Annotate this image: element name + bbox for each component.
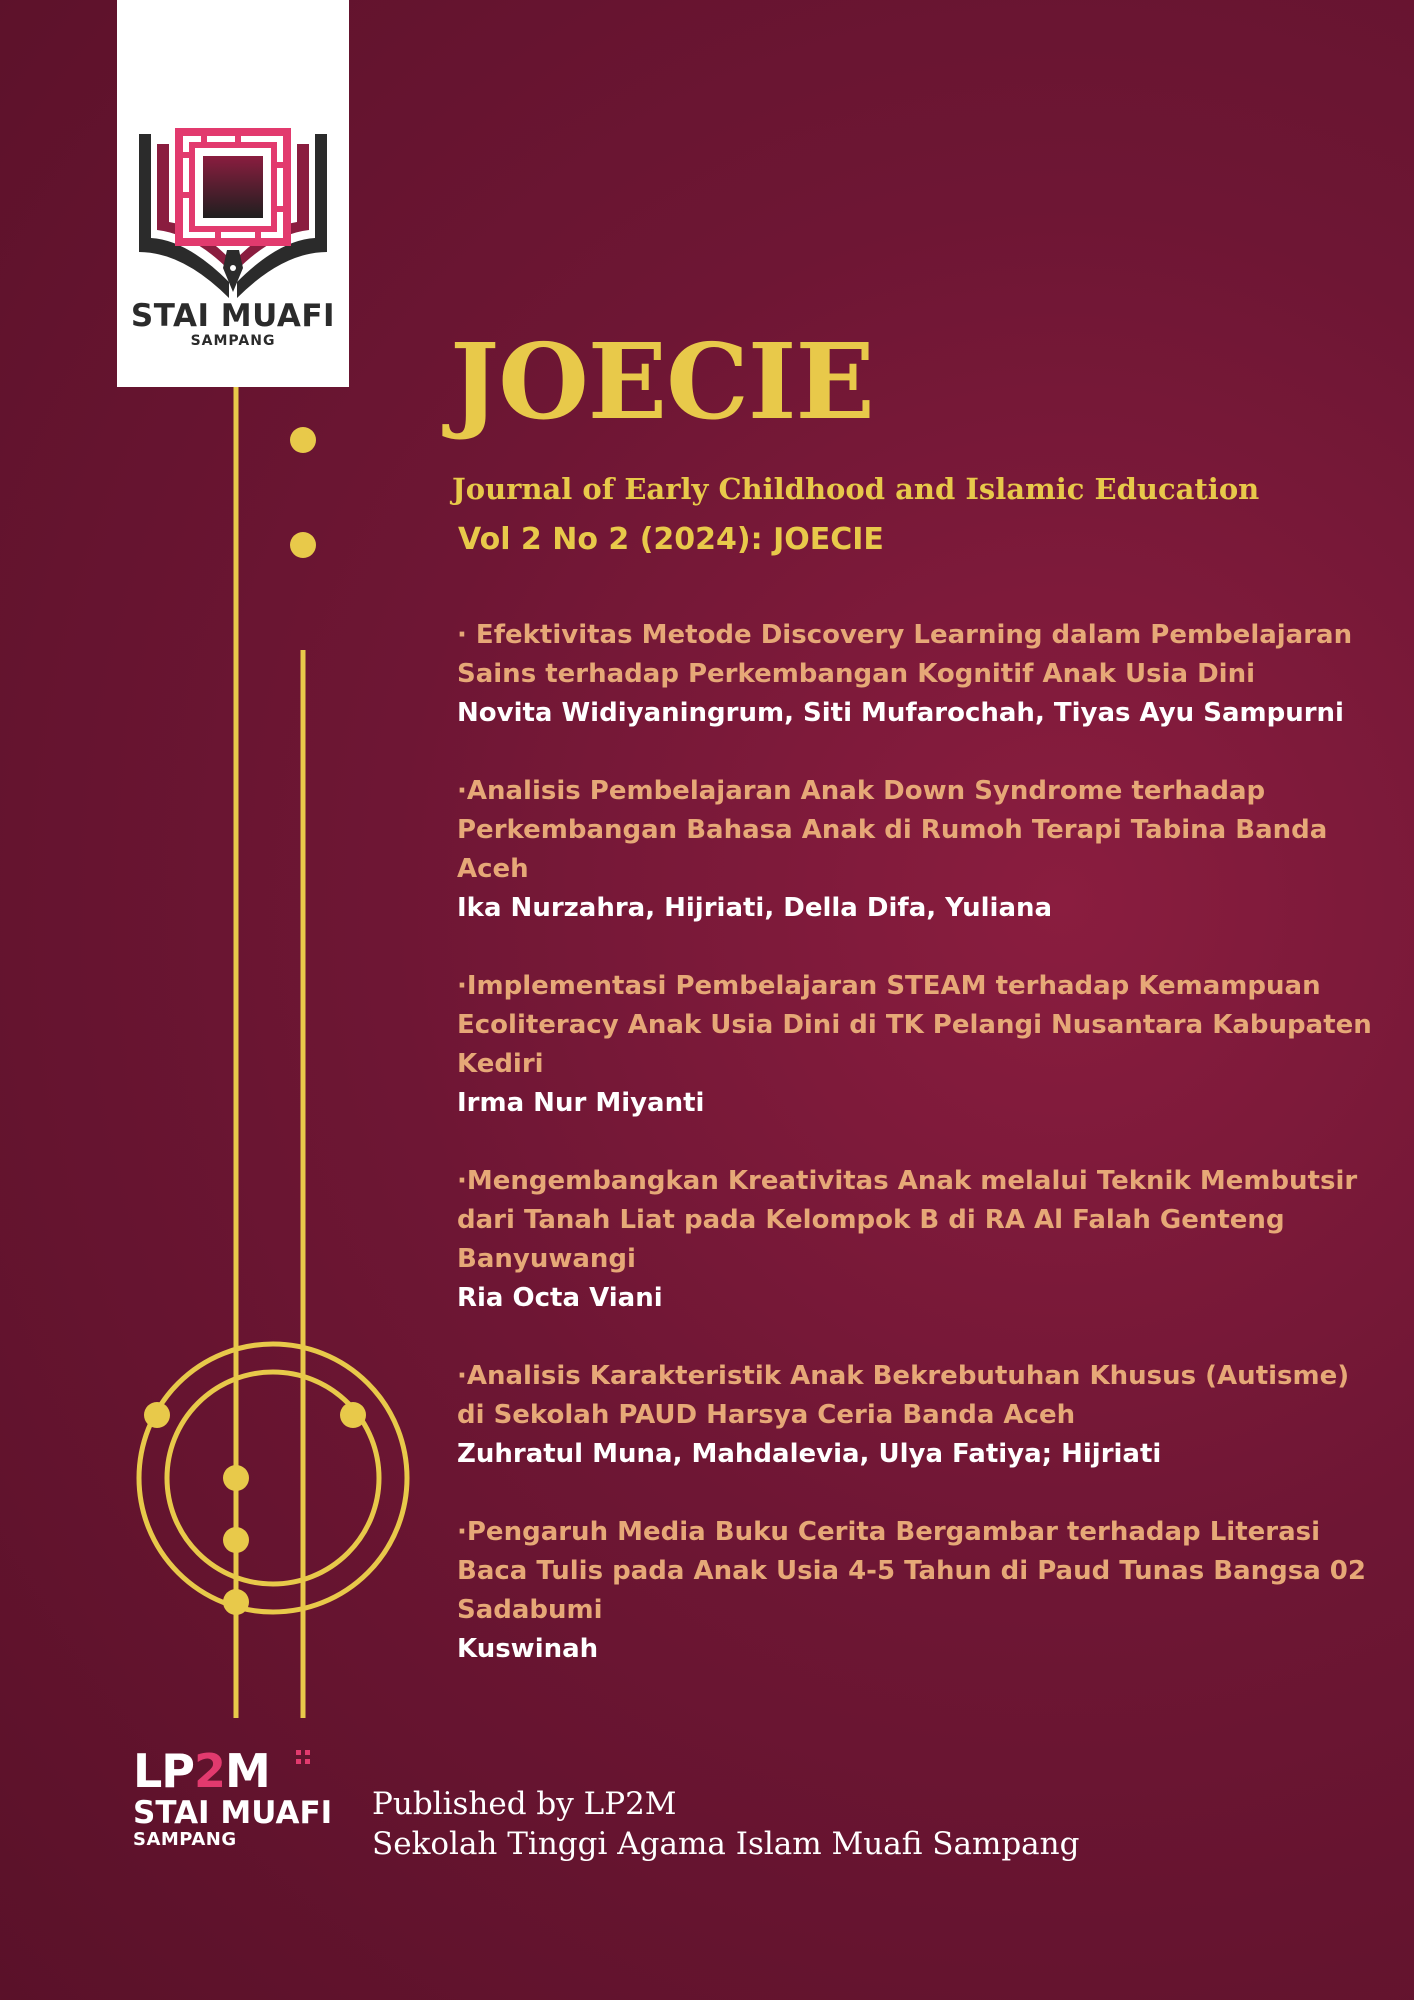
publisher-info <box>372 1784 1079 1864</box>
article-item <box>457 967 1377 1123</box>
lp2m-institution-city: SAMPANG <box>133 1829 237 1850</box>
article-item <box>457 1513 1377 1669</box>
article-item <box>457 772 1377 928</box>
lp2m-institution-name: STAI MUAFI <box>133 1795 333 1831</box>
article-title: · Efektivitas Metode Discovery Learning dalam Pembelajaran Sains terhadap Perkembangan Kognitif Anak Usia Dini <box>457 620 1353 689</box>
article-title: ·Analisis Karakteristik Anak Bekrebutuhan Khusus (Autisme) di Sekolah PAUD Harsya Ceria Banda Aceh <box>457 1361 1350 1430</box>
journal-title: JOECIE <box>450 320 874 443</box>
article-authors: Kuswinah <box>457 1634 599 1664</box>
gold-dot <box>223 1465 249 1491</box>
article-item <box>457 1357 1377 1474</box>
article-authors: Zuhratul Muna, Mahdalevia, Ulya Fatiya; Hijriati <box>457 1439 1162 1469</box>
article-title: ·Analisis Pembelajaran Anak Down Syndrome terhadap Perkembangan Bahasa Anak di Rumoh Terapi Tabina Banda Aceh <box>457 776 1328 884</box>
dots-icon <box>296 1750 312 1766</box>
institution-name: STAI MUAFI <box>130 298 336 334</box>
article-authors: Irma Nur Miyanti <box>457 1088 705 1118</box>
article-authors: Novita Widiyaningrum, Siti Mufarochah, Tiyas Ayu Sampurni <box>457 698 1344 728</box>
issue-label: Vol 2 No 2 (2024): JOECIE <box>458 522 884 557</box>
lp2m-mark-m: M <box>225 1744 270 1798</box>
institution-city: SAMPANG <box>190 333 276 349</box>
publisher-line: Published by LP2M <box>372 1786 677 1822</box>
gold-dot <box>290 427 316 453</box>
article-title: ·Implementasi Pembelajaran STEAM terhadap Kemampuan Ecoliteracy Anak Usia Dini di TK Pelangi Nusantara Kabupaten Kediri <box>457 971 1372 1079</box>
article-item <box>457 616 1377 733</box>
article-list <box>457 616 1377 1708</box>
lp2m-mark-2: 2 <box>194 1744 226 1798</box>
gold-dot <box>223 1589 249 1615</box>
publisher-institution: Sekolah Tinggi Agama Islam Muafi Sampang <box>372 1826 1080 1862</box>
article-title: ·Pengaruh Media Buku Cerita Bergambar terhadap Literasi Baca Tulis pada Anak Usia 4-5 Tahun di Paud Tunas Bangsa 02 Sadabumi <box>457 1517 1366 1625</box>
gold-dot <box>290 532 316 558</box>
article-title: ·Mengembangkan Kreativitas Anak melalui Teknik Membutsir dari Tanah Liat pada Kelompok B di RA Al Falah Genteng Banyuwangi <box>457 1166 1358 1274</box>
lp2m-mark-lp: LP <box>133 1744 195 1798</box>
article-authors: Ria Octa Viani <box>457 1283 663 1313</box>
lp2m-logo <box>133 1744 353 1868</box>
journal-subtitle: Journal of Early Childhood and Islamic Education <box>452 472 1260 506</box>
article-item <box>457 1162 1377 1318</box>
gold-dot <box>144 1402 170 1428</box>
article-authors: Ika Nurzahra, Hijriati, Della Difa, Yuliana <box>457 893 1053 923</box>
gold-dot <box>340 1402 366 1428</box>
gold-dot <box>223 1527 249 1553</box>
lp2m-wordmark <box>133 1744 353 1798</box>
